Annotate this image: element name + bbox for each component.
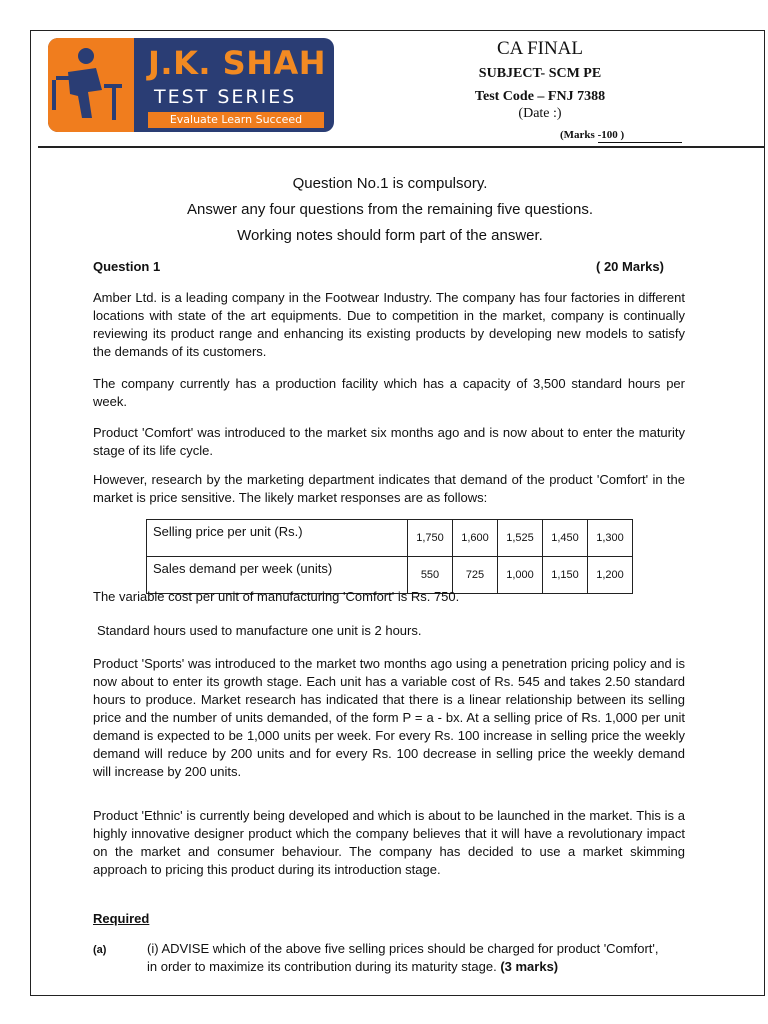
table-cell: 1,525 — [498, 520, 543, 557]
table-cell: 725 — [453, 557, 498, 594]
paragraph-amber-intro: Amber Ltd. is a leading company in the Footwear Industry. The company has four factories in different locations with state of the art equipments. Due to competition in the market, company is continually reviewing its product range and enhancing its existing products by developing new models to satisfy the demands of its customers. — [93, 290, 685, 359]
exam-title: CA FINAL — [496, 38, 584, 59]
table-cell: 1,000 — [498, 557, 543, 594]
table-cell: 1,750 — [408, 520, 453, 557]
question-title: Question 1 — [93, 259, 161, 274]
table-cell: 1,150 — [543, 557, 588, 594]
instruction-answer-any: Answer any four questions from the remaining five questions. — [186, 201, 594, 218]
test-code: Test Code – FNJ 7388 — [474, 89, 606, 104]
paragraph-standard-hours: Standard hours used to manufacture one unit is 2 hours. — [97, 623, 422, 638]
question-marks: ( 20 Marks) — [596, 259, 664, 274]
required-heading: Required — [93, 911, 150, 926]
table-cell: 1,450 — [543, 520, 588, 557]
part-a-marks: (3 marks) — [500, 959, 559, 974]
logo-tagline: Evaluate Learn Succeed — [148, 112, 324, 128]
date-line: (Date :) — [518, 106, 562, 121]
jk-shah-logo — [48, 38, 334, 132]
instruction-working-notes: Working notes should form part of the answer. — [237, 227, 543, 244]
part-a-text: (i) ADVISE which of the above five selling prices should be charged for product 'Comfort', in order to maximize its contribution during its maturity stage. — [147, 941, 659, 974]
paragraph-ethnic: Product 'Ethnic' is currently being developed and which is about to be launched in the market. This is a highly innovative designer product which the company believes that it will have a revolutionary impact on the market and consumer behaviour. The company has decided to use a market skimming approach to pricing this product during its introduction stage. — [93, 808, 685, 877]
table-cell: 1,600 — [453, 520, 498, 557]
total-marks: (Marks -100 ) — [560, 129, 625, 141]
instruction-compulsory: Question No.1 is compulsory. — [292, 175, 488, 192]
part-a-label: (a) — [93, 944, 107, 956]
table-row-label: Sales demand per week (units) — [147, 557, 408, 594]
table-row — [147, 520, 633, 557]
subject-line: SUBJECT- SCM PE — [478, 66, 602, 81]
person-at-desk-icon — [48, 38, 134, 132]
table-cell: 1,300 — [588, 520, 633, 557]
table-row-label: Selling price per unit (Rs.) — [147, 520, 408, 557]
logo-brand: J.K. SHAH — [148, 44, 327, 82]
part-a-question — [147, 940, 667, 976]
logo-subtitle: TEST SERIES — [154, 86, 297, 108]
paragraph-sports: Product 'Sports' was introduced to the market two months ago using a penetration pricing policy and is now about to enter its growth stage. Each unit has a variable cost of Rs. 545 and takes 2.50 standard hours to produce. Market research has indicated that there is a linear relationship between its selling price and the number of units demanded, of the form P = a - bx. At a selling price of Rs. 1,000 per unit demand is expected to be 1,000 units per week. For every Rs. 100 increase in selling price the weekly demand will reduce by 200 units and for every Rs. 100 decrease in selling price the weekly demand will increase by 200 units. — [93, 656, 685, 779]
marks-underline — [598, 142, 682, 143]
paragraph-demand: However, research by the marketing department indicates that demand of the product 'Comfort' in the market is price sensitive. The likely market responses are as follows: — [93, 472, 685, 505]
table-cell: 1,200 — [588, 557, 633, 594]
paragraph-capacity: The company currently has a production facility which has a capacity of 3,500 standard hours per week. — [93, 376, 685, 409]
table-cell: 550 — [408, 557, 453, 594]
price-demand-table — [146, 519, 633, 594]
paragraph-comfort: Product 'Comfort' was introduced to the market six months ago and is now about to enter the maturity stage of its life cycle. — [93, 425, 685, 458]
header-divider — [38, 146, 765, 148]
paragraph-variable-cost: The variable cost per unit of manufacturing 'Comfort' is Rs. 750. — [93, 589, 460, 604]
